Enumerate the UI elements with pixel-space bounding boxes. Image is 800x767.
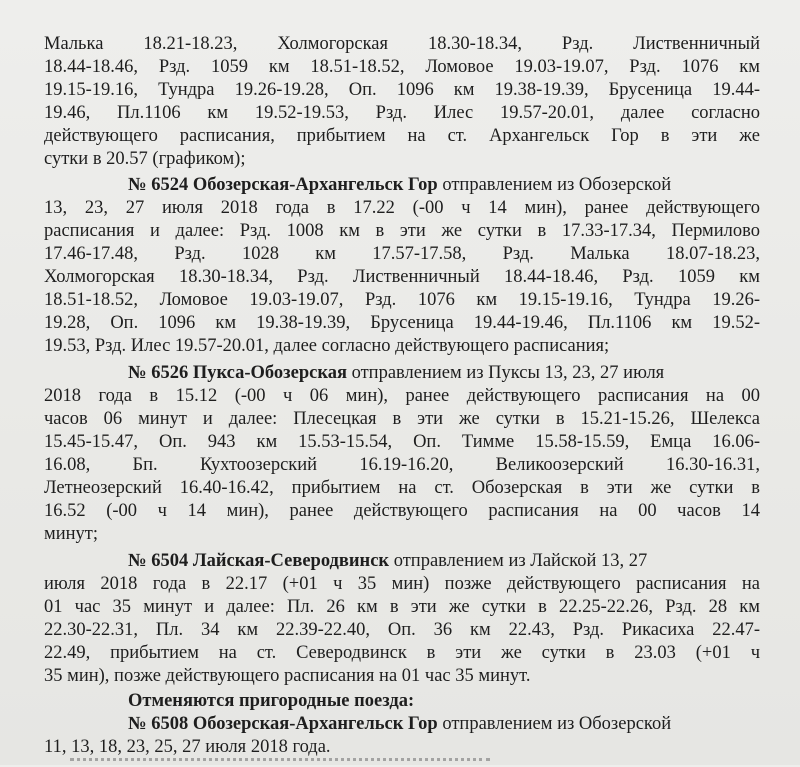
text-line: 15.45-15.47, Оп. 943 км 15.53-15.54, Оп. Тимме 15.58-15.59, Емца 16.06- [44, 432, 760, 452]
text-line: 16.52 (-00 ч 14 мин), ранее действующего расписания на 00 часов 14 [44, 501, 760, 521]
text-line: минут; [44, 524, 98, 544]
text-line: Холмогорская 18.30-18.34, Рзд. Лиственничный 18.44-18.46, Рзд. 1059 км [44, 267, 760, 287]
text-line: 22.30-22.31, Пл. 34 км 22.39-22.40, Оп. 36 км 22.43, Рзд. Рикасиха 22.47- [44, 620, 760, 640]
text-line: 16.08, Бп. Кухтоозерский 16.19-16.20, Великоозерский 16.30-16.31, [44, 455, 760, 475]
text-line: 01 час 35 минут и далее: Пл. 26 км в эти же сутки в 22.25-22.26, Рзд. 28 км [44, 597, 760, 617]
text-line: 19.53, Рзд. Илес 19.57-20.01, далее согласно действующего расписания; [44, 336, 610, 356]
text-line: 2018 года в 15.12 (-00 ч 06 мин), ранее действующего расписания на 00 [44, 386, 760, 406]
text-line: 19.28, Оп. 1096 км 19.38-19.39, Брусеница 19.44-19.46, Пл.1106 км 19.52- [44, 313, 760, 333]
text-line: 35 мин), позже действующего расписания на 01 час 35 минут. [44, 666, 531, 686]
train-heading-line [128, 713, 760, 736]
text-line: июля 2018 года в 22.17 (+01 ч 35 мин) позже действующего расписания на [44, 574, 760, 594]
cancel-heading: Отменяются пригородные поезда: [128, 691, 415, 711]
text-line: 13, 23, 27 июля 2018 года в 17.22 (-00 ч 14 мин), ранее действующего [44, 198, 760, 218]
text-line: сутки в 20.57 (графиком); [44, 149, 246, 169]
cut-off-line-fragment [70, 758, 490, 767]
train-title: № 6508 Обозерская-Архангельск Гор [128, 714, 438, 734]
train-title: № 6526 Пукса-Обозерская [128, 363, 347, 383]
train-heading-line [128, 362, 760, 385]
text-line: часов 06 минут и далее: Плесецкая в эти же сутки в 15.21-15.26, Шелекса [44, 409, 760, 429]
text-line: 18.44-18.46, Рзд. 1059 км 18.51-18.52, Ломовое 19.03-19.07, Рзд. 1076 км [44, 57, 760, 77]
text-fragment: отправлением из Пуксы 13, 23, 27 июля [346, 363, 665, 383]
text-line: 19.46, Пл.1106 км 19.52-19.53, Рзд. Илес 19.57-20.01, далее согласно [44, 103, 760, 123]
text-line: Малька 18.21-18.23, Холмогорская 18.30-18.34, Рзд. Лиственничный [44, 34, 760, 54]
text-fragment: отправлением из Обозерской [437, 175, 672, 195]
text-line: 19.15-19.16, Тундра 19.26-19.28, Оп. 1096 км 19.38-19.39, Брусеница 19.44- [44, 80, 760, 100]
train-heading-line [128, 174, 760, 197]
text-fragment: отправлением из Лайской 13, 27 [389, 551, 648, 571]
text-line: 17.46-17.48, Рзд. 1028 км 17.57-17.58, Рзд. Малька 18.07-18.23, [44, 244, 760, 264]
text-line: 22.49, прибытием на ст. Северодвинск в эти же сутки в 23.03 (+01 ч [44, 643, 760, 663]
text-line: действующего расписания, прибытием на ст. Архангельск Гор в эти же [44, 126, 760, 146]
text-line: расписания и далее: Рзд. 1008 км в эти же сутки в 17.33-17.34, Пермилово [44, 221, 760, 241]
train-heading-line [128, 550, 760, 573]
train-title: № 6524 Обозерская-Архангельск Гор [128, 175, 438, 195]
train-title: № 6504 Лайская-Северодвинск [128, 551, 390, 571]
text-line: 11, 13, 18, 23, 25, 27 июля 2018 года. [44, 737, 331, 757]
text-line: Летнеозерский 16.40-16.42, прибытием на ст. Обозерская в эти же сутки в [44, 478, 760, 498]
text-fragment: отправлением из Обозерской [437, 714, 672, 734]
text-line: 18.51-18.52, Ломовое 19.03-19.07, Рзд. 1076 км 19.15-19.16, Тундра 19.26- [44, 290, 760, 310]
